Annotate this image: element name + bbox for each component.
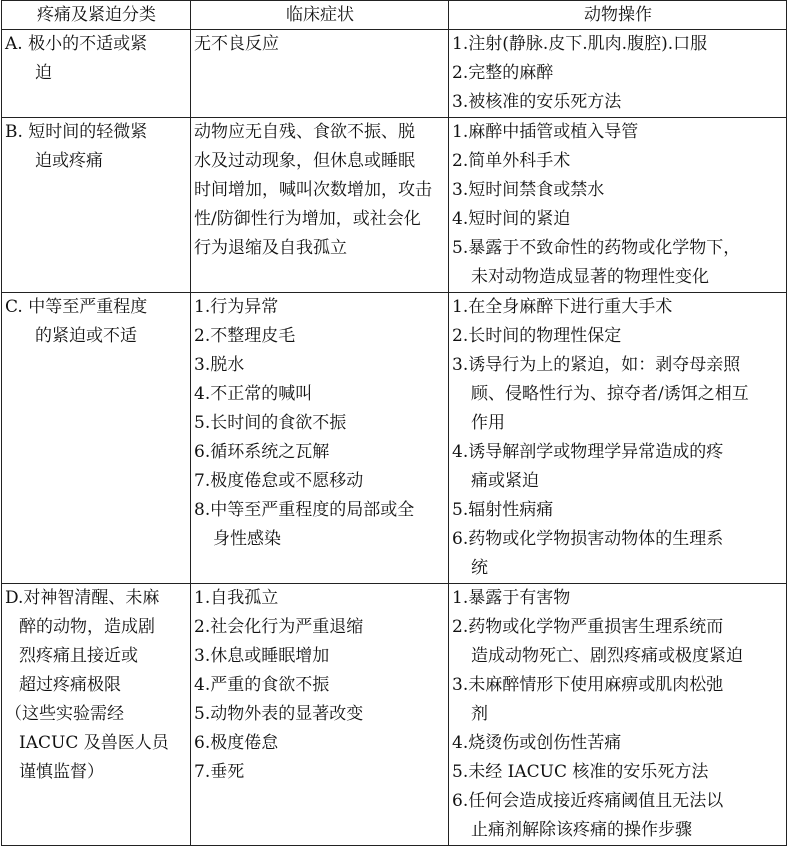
category-cell-b bbox=[2, 118, 191, 293]
operation-item: 2.简单外科手术 bbox=[452, 151, 571, 171]
operation-item: 1.注射(静脉.皮下.肌肉.腹腔).口服 bbox=[452, 34, 708, 54]
symptom-item: 1.行为异常 bbox=[194, 297, 279, 317]
operation-item-continued: 未对动物造成显著的物理性变化 bbox=[471, 267, 709, 287]
operation-item-continued: 统 bbox=[471, 558, 488, 578]
symptom-line: 行为退缩及自我孤立 bbox=[194, 238, 347, 258]
operation-item: 5.辐射性病痛 bbox=[452, 500, 554, 520]
operation-item: 4.诱导解剖学或物理学异常造成的疼 bbox=[452, 442, 724, 462]
symptom-item: 6.循环系统之瓦解 bbox=[194, 442, 330, 462]
category-line: 谨慎监督） bbox=[19, 762, 104, 782]
category-line: 的紧迫或不适 bbox=[35, 326, 137, 346]
operations-cell-c bbox=[449, 293, 787, 584]
operation-item: 2.长时间的物理性保定 bbox=[452, 326, 622, 346]
category-line: D.对神智清醒、未麻 bbox=[5, 588, 160, 608]
symptom-item: 6.极度倦怠 bbox=[194, 733, 279, 753]
operation-item: 1.在全身麻醉下进行重大手术 bbox=[452, 297, 673, 317]
operation-item-continued: 止痛剂解除该疼痛的操作步骤 bbox=[471, 820, 692, 840]
header-operations: 动物操作 bbox=[449, 1, 787, 30]
symptom-item: 7.极度倦怠或不愿移动 bbox=[194, 471, 364, 491]
category-line: 超过疼痛极限 bbox=[19, 675, 121, 695]
operation-item-continued: 作用 bbox=[471, 413, 505, 433]
symptom-item: 4.严重的食欲不振 bbox=[194, 675, 330, 695]
operation-item: 5.暴露于不致命性的药物或化学物下， bbox=[452, 238, 741, 258]
category-line: C. 中等至严重程度 bbox=[5, 297, 148, 317]
operation-item: 3.未麻醉情形下使用麻痹或肌肉松弛 bbox=[452, 675, 724, 695]
operation-item: 1.暴露于有害物 bbox=[452, 588, 571, 608]
category-cell-c bbox=[2, 293, 191, 584]
table-header-row bbox=[2, 1, 787, 30]
symptom-item: 1.自我孤立 bbox=[194, 588, 279, 608]
symptom-item: 4.不正常的喊叫 bbox=[194, 384, 313, 404]
symptom-item: 2.不整理皮毛 bbox=[194, 326, 296, 346]
symptom-item: 3.休息或睡眠增加 bbox=[194, 646, 330, 666]
operations-cell-a bbox=[449, 30, 787, 118]
operation-item: 3.被核准的安乐死方法 bbox=[452, 92, 622, 112]
operation-item: 1.麻醉中插管或植入导管 bbox=[452, 122, 639, 142]
header-category: 疼痛及紧迫分类 bbox=[2, 1, 191, 30]
symptoms-cell-d bbox=[191, 584, 449, 846]
category-line: 迫 bbox=[35, 63, 52, 83]
operation-item-continued: 痛或紧迫 bbox=[471, 471, 539, 491]
symptom-item: 7.垂死 bbox=[194, 762, 245, 782]
symptom-item: 3.脱水 bbox=[194, 355, 245, 375]
operation-item: 2.完整的麻醉 bbox=[452, 63, 554, 83]
symptom-item: 8.中等至严重程度的局部或全 bbox=[194, 500, 415, 520]
symptom-item: 2.社会化行为严重退缩 bbox=[194, 617, 364, 637]
operation-item-continued: 造成动物死亡、剧烈疼痛或极度紧迫 bbox=[471, 646, 743, 666]
symptom-item: 5.长时间的食欲不振 bbox=[194, 413, 347, 433]
operation-item: 6.药物或化学物损害动物体的生理系 bbox=[452, 529, 724, 549]
symptom-line: 无不良反应 bbox=[194, 34, 279, 54]
operation-item: 4.短时间的紧迫 bbox=[452, 209, 571, 229]
operation-item: 2.药物或化学物严重损害生理系统而 bbox=[452, 617, 724, 637]
operation-item: 6.任何会造成接近疼痛阈值且无法以 bbox=[452, 791, 724, 811]
symptom-line: 动物应无自残、食欲不振、脱 bbox=[194, 122, 415, 142]
category-line: 醉的动物，造成剧 bbox=[19, 617, 155, 637]
category-line: A. 极小的不适或紧 bbox=[5, 34, 148, 54]
table-row-c bbox=[2, 293, 787, 584]
operations-cell-b bbox=[449, 118, 787, 293]
operation-item-continued: 顾、侵略性行为、掠夺者/诱饵之相互 bbox=[471, 384, 749, 404]
category-cell-d bbox=[2, 584, 191, 846]
symptom-line: 时间增加，喊叫次数增加，攻击 bbox=[194, 180, 432, 200]
operations-cell-d bbox=[449, 584, 787, 846]
symptom-item: 5.动物外表的显著改变 bbox=[194, 704, 364, 724]
category-line: 烈疼痛且接近或 bbox=[19, 646, 138, 666]
operation-item: 3.诱导行为上的紧迫，如：剥夺母亲照 bbox=[452, 355, 741, 375]
category-line: B. 短时间的轻微紧 bbox=[5, 122, 148, 142]
symptom-line: 水及过动现象，但休息或睡眠 bbox=[194, 151, 415, 171]
category-cell-a bbox=[2, 30, 191, 118]
symptoms-cell-a bbox=[191, 30, 449, 118]
table-row-b bbox=[2, 118, 787, 293]
category-line: （这些实验需经 bbox=[5, 704, 124, 724]
category-line: 迫或疼痛 bbox=[35, 151, 103, 171]
pain-classification-table bbox=[1, 0, 787, 846]
table-row-a bbox=[2, 30, 787, 118]
operation-item: 3.短时间禁食或禁水 bbox=[452, 180, 605, 200]
symptom-line: 性/防御性行为增加，或社会化 bbox=[194, 209, 421, 229]
header-symptoms: 临床症状 bbox=[191, 1, 449, 30]
symptom-item-continued: 身性感染 bbox=[213, 529, 281, 549]
symptoms-cell-c bbox=[191, 293, 449, 584]
operation-item-continued: 剂 bbox=[471, 704, 488, 724]
operation-item: 5.未经 IACUC 核准的安乐死方法 bbox=[452, 762, 709, 782]
symptoms-cell-b bbox=[191, 118, 449, 293]
operation-item: 4.烧烫伤或创伤性苦痛 bbox=[452, 733, 622, 753]
category-line: IACUC 及兽医人员 bbox=[19, 733, 169, 753]
table-row-d bbox=[2, 584, 787, 846]
